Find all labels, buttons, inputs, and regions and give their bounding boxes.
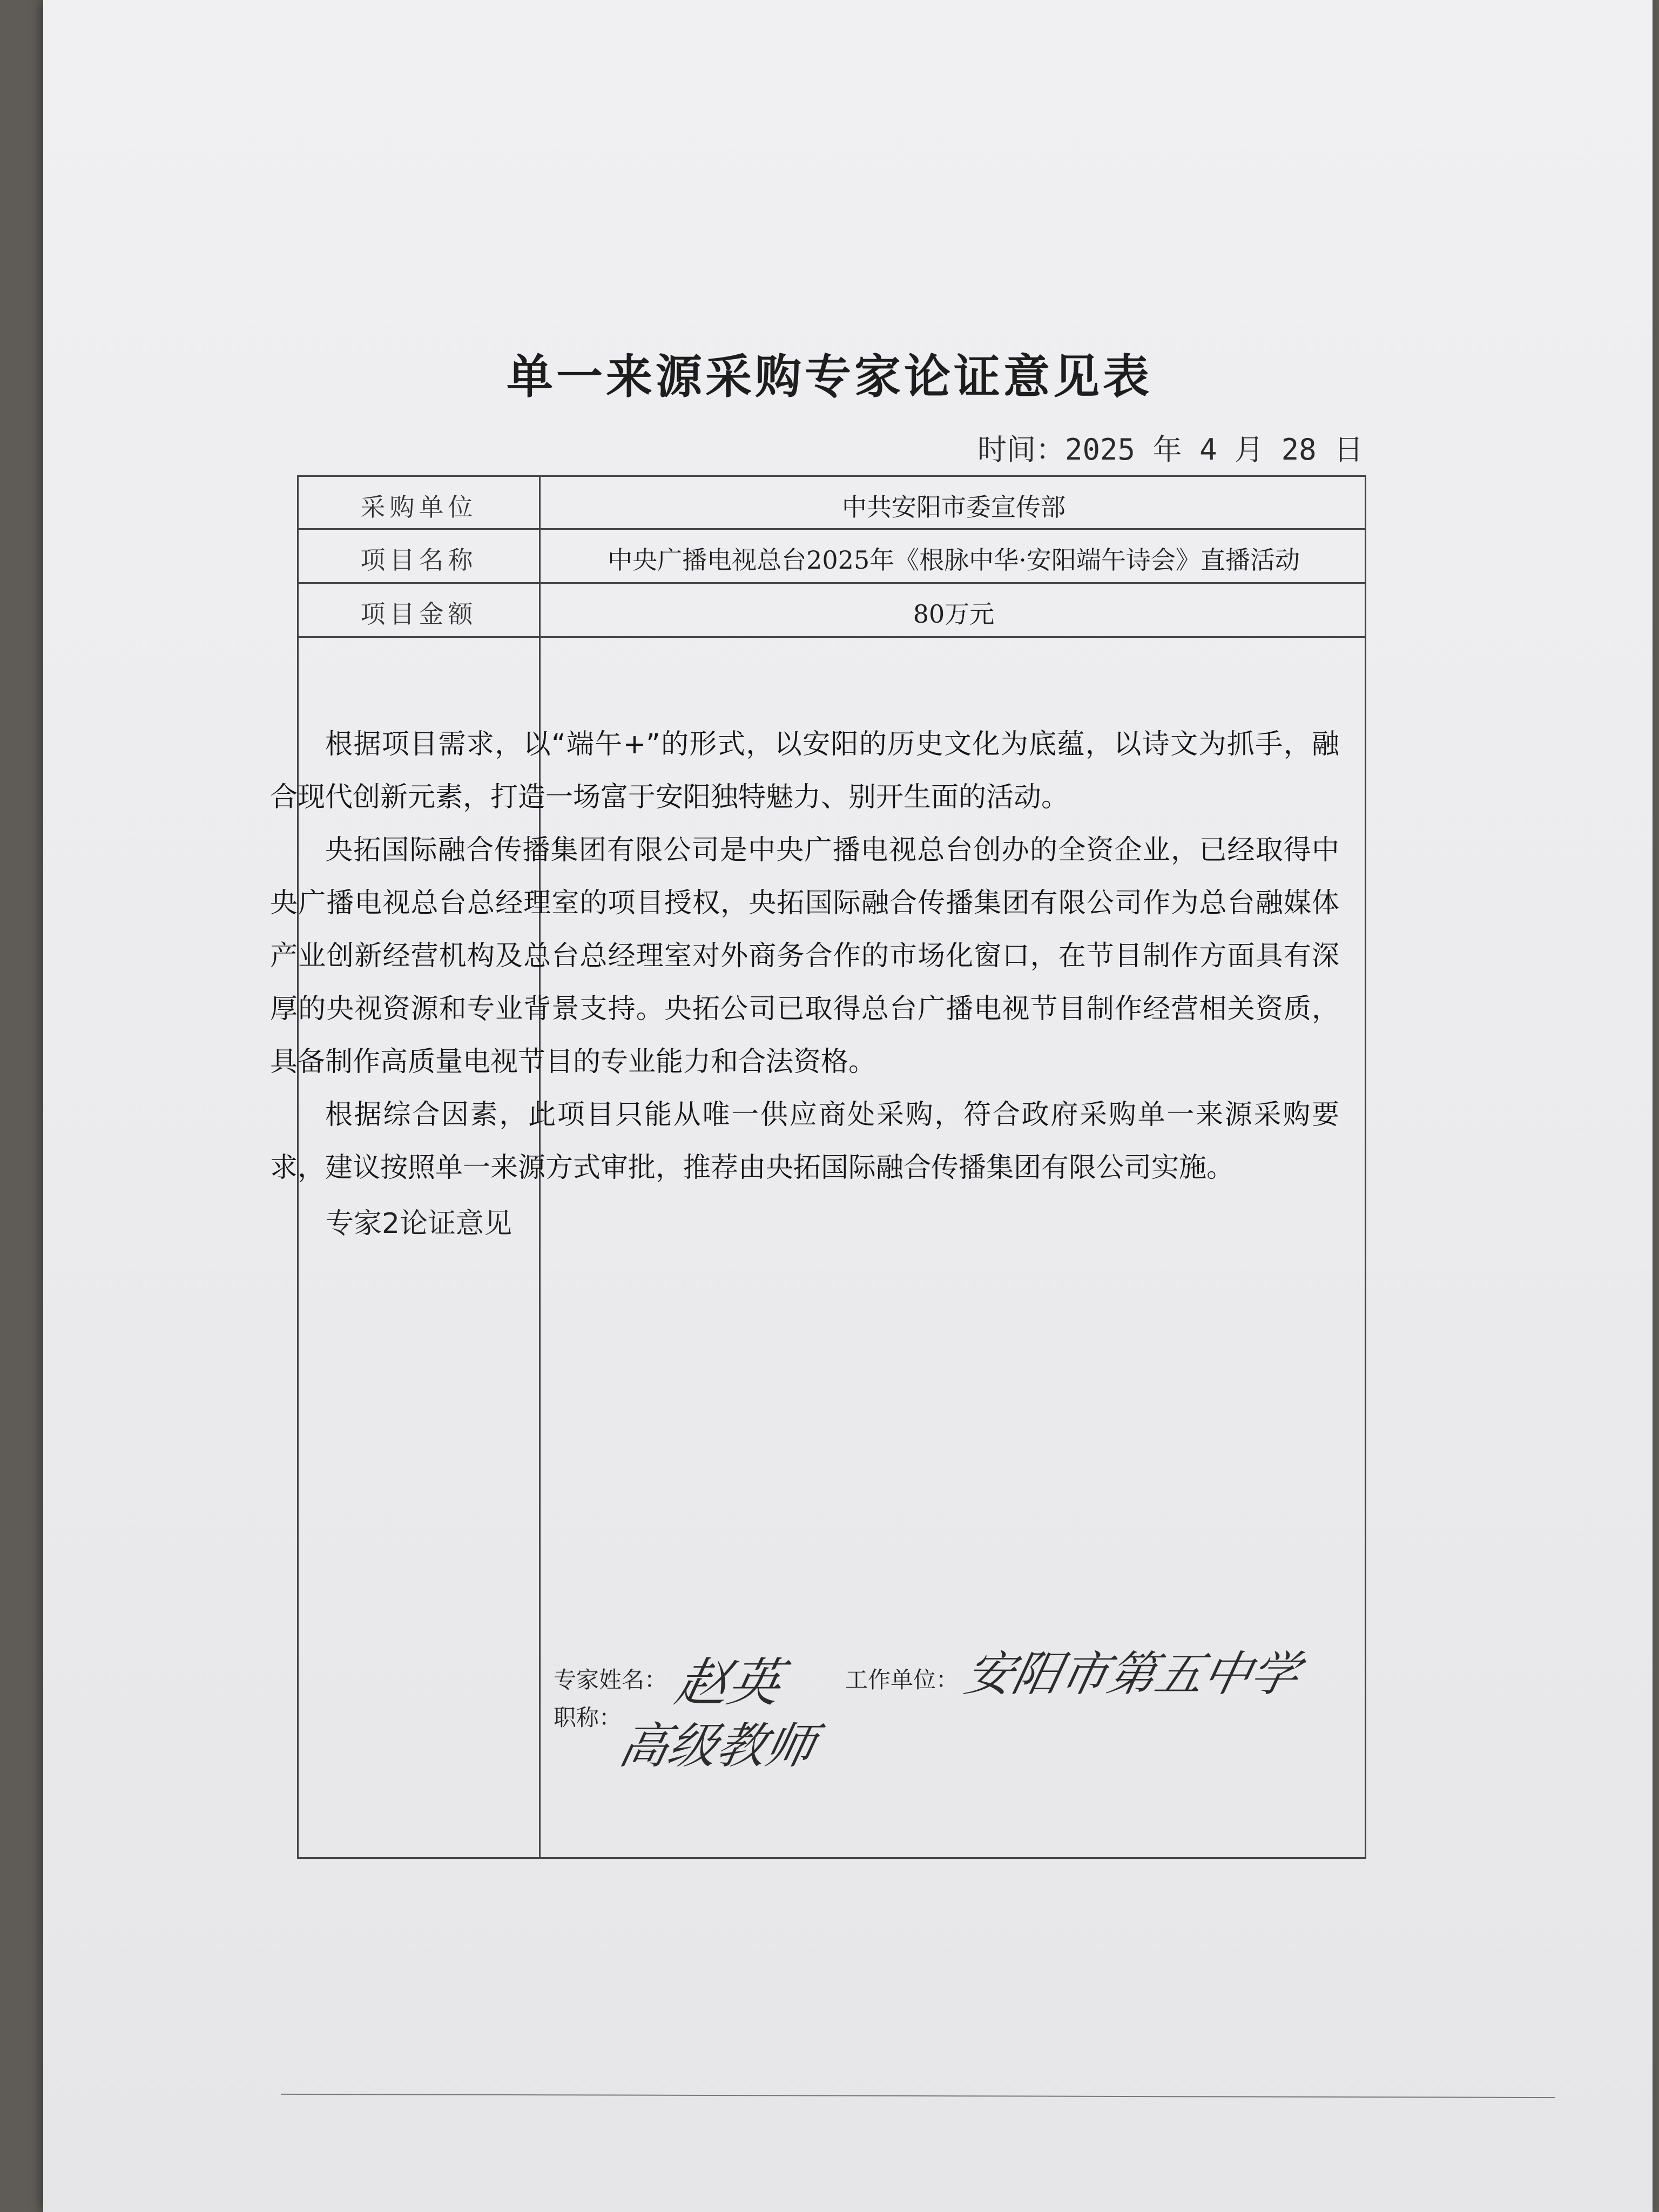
- opinion-label: 专家2论证意见: [325, 1208, 512, 1240]
- work-unit-signature: 安阳市第五中学: [960, 1646, 1305, 1702]
- opinion-body: [270, 718, 1339, 1195]
- date-month: 4: [1199, 433, 1217, 467]
- opinion-paragraph: 根据综合因素，此项目只能从唯一供应商处采购，符合政府采购单一来源采购要求，建议按照单一来源方式审批，推荐由央拓国际融合传播集团有限公司实施。: [270, 1099, 1339, 1184]
- date-line: [977, 427, 1363, 468]
- work-unit-label: 工作单位：: [845, 1667, 959, 1693]
- opinion-paragraph: 根据项目需求，以“端午+”的形式，以安阳的历史文化为底蕴，以诗文为抓手，融合现代创新元素，打造一场富于安阳独特魅力、别开生面的活动。: [270, 729, 1339, 813]
- date-year-unit: 年: [1152, 433, 1182, 467]
- date-day-unit: 日: [1334, 433, 1364, 467]
- date-day: 28: [1281, 433, 1317, 467]
- project-name-value: 中央广播电视总台2025年《根脉中华·安阳端午诗会》直播活动: [608, 545, 1300, 575]
- row-divider: [299, 636, 1365, 638]
- expert-title-label: 职称：: [554, 1704, 622, 1731]
- document-title: 单一来源采购专家论证意见表: [507, 349, 1152, 404]
- expert-name-label: 专家姓名：: [554, 1667, 667, 1693]
- date-year: 2025: [1065, 433, 1136, 467]
- project-amount-value: 80万元: [913, 599, 995, 629]
- project-name-label: 项目名称: [360, 545, 477, 575]
- row-divider: [299, 582, 1365, 584]
- expert-name-signature: 赵英: [670, 1653, 787, 1713]
- date-month-unit: 月: [1235, 433, 1264, 467]
- project-amount-label: 项目金额: [360, 599, 477, 629]
- purchaser-label: 采购单位: [360, 493, 477, 522]
- date-label: 时间：: [977, 433, 1065, 467]
- opinion-paragraph: 央拓国际融合传播集团有限公司是中央广播电视总台创办的全资企业，已经取得中央广播电视总台总经理室的项目授权，央拓国际融合传播集团有限公司作为总台融媒体产业创新经营机构及总台总经理室对外商务合作的市场化窗口，在节目制作方面具有深厚的央视资源和专业背景支持。央拓公司已取得总台广播电视节目制作经营相关资质，具备制作高质量电视节目的专业能力和合法资格。: [270, 834, 1339, 1078]
- expert-title-signature: 高级教师: [614, 1718, 821, 1775]
- purchaser-value: 中共安阳市委宣传部: [842, 493, 1065, 522]
- row-divider: [299, 528, 1365, 530]
